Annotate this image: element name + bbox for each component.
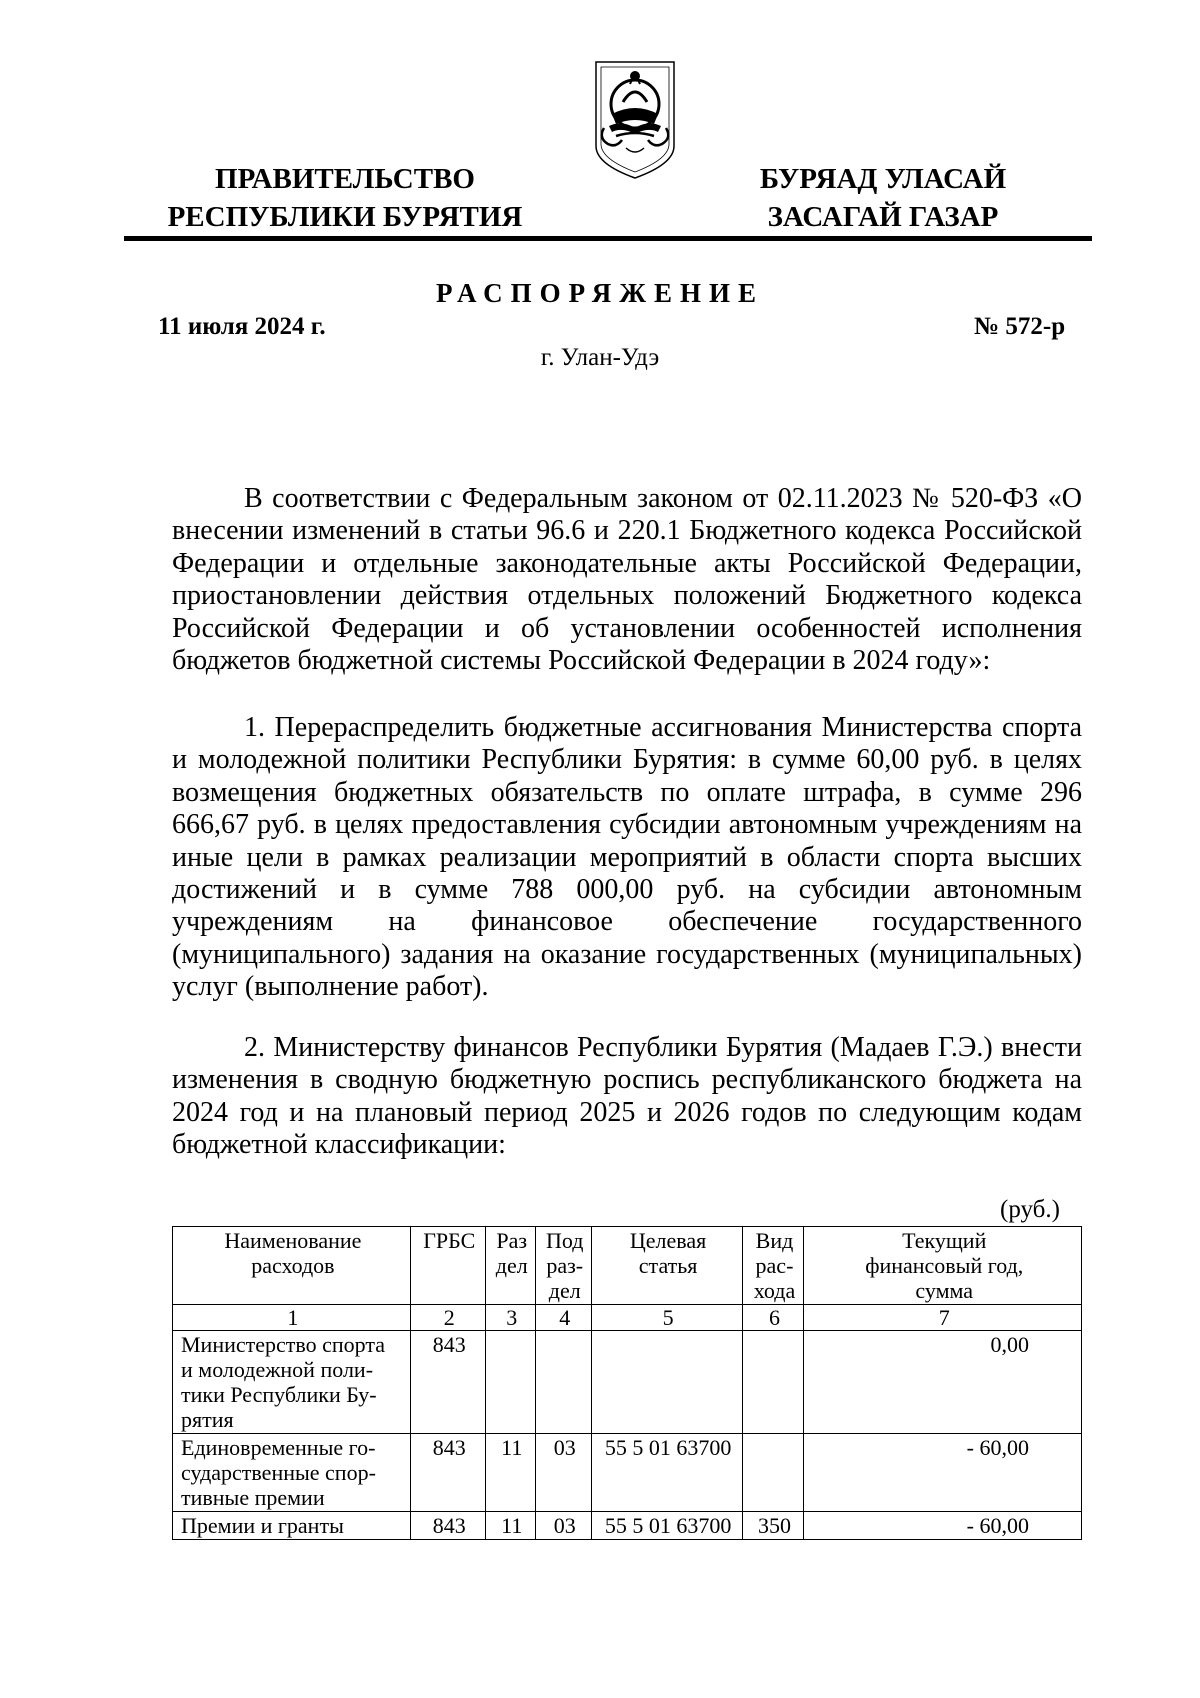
cell-text-line: Вид [755,1228,794,1253]
clause-2-paragraph: 2. Министерству финансов Республики Бурятия (Мадаев Г.Э.) внести изменения в сводную бюджетную роспись республиканского бюджета на 2024 год и на плановый период 2025 и 2026 годов по следующим кодам бюджетной классификации: [172,1032,1082,1161]
cell-text-line: расходов [251,1253,335,1278]
header-grbs [410,1227,485,1305]
column-number: 7 [804,1305,1082,1331]
document-type: РАСПОРЯЖЕНИЕ [435,278,765,308]
subsection-cell: 03 [535,1512,591,1540]
table-row [173,1434,1082,1512]
cell-text-line: дел [495,1253,528,1278]
expense-type-cell: 350 [742,1512,804,1540]
cell-text-line: Текущий [902,1228,987,1253]
expense-name-cell [173,1434,411,1512]
cell-text-line: тики Республики Бу- [181,1382,377,1407]
table-unit-label: (руб.) [1000,1196,1060,1223]
government-name-buryat-line2: ЗАСАГАЙ ГАЗАР [767,201,999,233]
section-cell: 11 [485,1512,535,1540]
document-city: г. Улан-Удэ [540,344,660,371]
document-date: 11 июля 2024 г. [158,313,326,340]
expense-name-cell [173,1512,411,1540]
preamble-paragraph: В соответствии с Федеральным законом от 02.11.2023 № 520-ФЗ «О внесении изменений в статьи 96.6 и 220.1 Бюджетного кодекса Российской Федерации и отдельные законодательные акты Российской Федерации, приостановлении действия отдельных положений Бюджетного кодекса Российской Федерации и об установлении особенностей исполнения бюджетов бюджетной системы Российской Федерации в 2024 году»: [172,483,1082,677]
budget-classification-table [172,1226,1082,1540]
cell-text-line: тивные премии [181,1485,325,1510]
cell-text-line: и молодежной поли- [181,1357,374,1382]
target-article-cell: 55 5 01 63700 [591,1512,742,1540]
header-expense-type [742,1227,804,1305]
column-number: 3 [485,1305,535,1331]
cell-text-line: рас- [755,1253,794,1278]
grbs-cell: 843 [410,1512,485,1540]
table-row [173,1512,1082,1540]
column-number: 2 [410,1305,485,1331]
column-number: 1 [173,1305,411,1331]
government-name-buryat-line1: БУРЯАД УЛАСАЙ [759,163,1007,195]
cell-text-line: сударственные спор- [181,1460,376,1485]
cell-text-line: хода [753,1278,796,1303]
header-target-article [591,1227,742,1305]
column-number: 5 [591,1305,742,1331]
cell-text-line: Министерство спорта [181,1332,386,1357]
grbs-cell: 843 [410,1434,485,1512]
document-number: № 572-р [974,313,1066,340]
expense-type-cell [742,1331,804,1434]
cell-text-line: Раз [496,1228,528,1253]
section-cell [485,1331,535,1434]
target-article-cell [591,1331,742,1434]
government-name-russian [150,160,540,236]
section-cell: 11 [485,1434,535,1512]
clause-1-paragraph: 1. Перераспределить бюджетные ассигнования Министерства спорта и молодежной политики Республики Бурятия: в сумме 60,00 руб. в целях возмещения бюджетных обязательств по оплате штрафа, в сумме 296 666,67 руб. в целях предоставления субсидии автономным учреждениям на иные цели в рамках реализации мероприятий в области спорта высших достижений и в сумме 788 000,00 руб. на субсидии автономным учреждениям на финансовое обеспечение государственного (муниципального) задания на оказание государственных (муниципальных) услуг (выполнение работ). [172,712,1082,1003]
cell-text-line: Премии и гранты [181,1513,344,1538]
buryatia-coat-of-arms-icon [592,58,678,182]
cell-text-line: раз- [546,1253,584,1278]
amount-cell: - 60,00 [804,1434,1082,1512]
header-subsection [535,1227,591,1305]
cell-text-line: Под [546,1228,584,1253]
government-name-buryat [728,160,1038,236]
expense-type-cell [742,1434,804,1512]
government-name-line1: ПРАВИТЕЛЬСТВО [215,163,475,195]
cell-text-line: сумма [915,1278,974,1303]
table-column-numbers-row [173,1305,1082,1331]
table-header-row [173,1227,1082,1305]
cell-text-line: финансовый год, [865,1253,1024,1278]
expense-name-cell [173,1331,411,1434]
column-number: 6 [742,1305,804,1331]
government-name-line2: РЕСПУБЛИКИ БУРЯТИЯ [167,201,523,233]
amount-cell: 0,00 [804,1331,1082,1434]
cell-text-line: статья [638,1253,698,1278]
grbs-cell: 843 [410,1331,485,1434]
cell-text-line: Единовременные го- [181,1435,376,1460]
target-article-cell: 55 5 01 63700 [591,1434,742,1512]
header-expense-name [173,1227,411,1305]
subsection-cell: 03 [535,1434,591,1512]
column-number: 4 [535,1305,591,1331]
cell-text-line: Целевая [629,1228,707,1253]
cell-text-line: рятия [181,1407,234,1432]
cell-text-line: Наименование [224,1228,362,1253]
amount-cell: - 60,00 [804,1512,1082,1540]
cell-text-line: ГРБС [423,1228,476,1253]
cell-text-line: дел [548,1278,581,1303]
table-row [173,1331,1082,1434]
header-divider [124,236,1092,241]
header-amount [804,1227,1082,1305]
subsection-cell [535,1331,591,1434]
header-section [485,1227,535,1305]
